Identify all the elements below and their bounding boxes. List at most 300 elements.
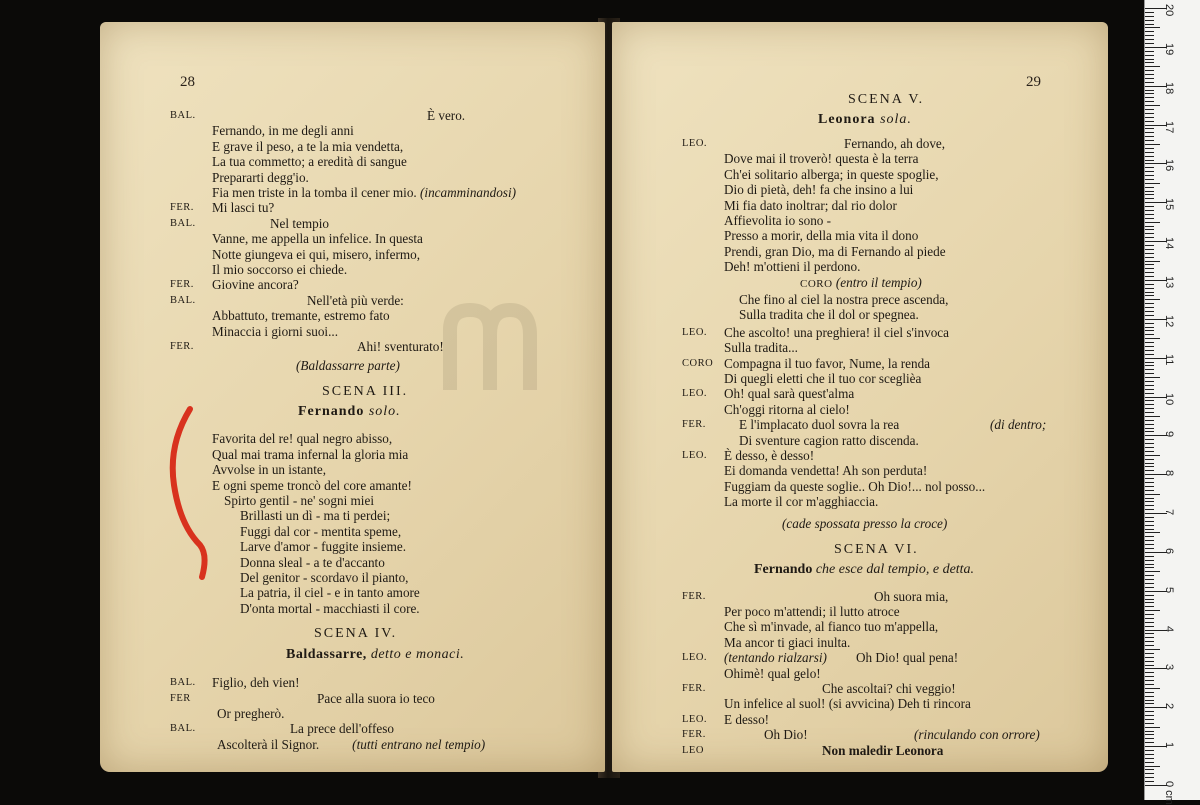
ruler-minor-tick bbox=[1145, 303, 1154, 304]
verse-line: E ogni speme troncò del core amante! bbox=[212, 477, 412, 493]
ruler-minor-tick bbox=[1145, 128, 1154, 129]
ruler-minor-tick bbox=[1145, 373, 1154, 374]
speaker-label: FER. bbox=[170, 202, 194, 214]
ruler-minor-tick bbox=[1145, 62, 1154, 63]
ruler-minor-tick bbox=[1145, 43, 1154, 44]
ruler-minor-tick bbox=[1145, 443, 1154, 444]
ruler-minor-tick bbox=[1145, 521, 1154, 522]
ruler-minor-tick bbox=[1145, 70, 1154, 71]
coro-heading bbox=[800, 275, 922, 292]
ruler-minor-tick bbox=[1145, 517, 1154, 518]
ruler-minor-tick bbox=[1145, 74, 1154, 75]
ruler-minor-tick bbox=[1145, 354, 1154, 355]
ruler-minor-tick bbox=[1145, 268, 1154, 269]
ruler-label: 14 bbox=[1163, 237, 1175, 250]
verse-line: Minaccia i giorni suoi... bbox=[212, 323, 338, 339]
ruler-minor-tick bbox=[1145, 525, 1154, 526]
ruler-minor-tick bbox=[1145, 78, 1154, 79]
verse-line: Pace alla suora io teco bbox=[317, 690, 435, 706]
ruler-minor-tick bbox=[1145, 599, 1154, 600]
ruler-minor-tick bbox=[1145, 214, 1154, 215]
ruler-minor-tick bbox=[1145, 676, 1154, 677]
verse-line: Spirto gentil - ne' sogni miei bbox=[224, 493, 374, 508]
ruler-minor-tick bbox=[1145, 560, 1154, 561]
ruler-minor-tick bbox=[1145, 35, 1154, 36]
ruler-minor-tick bbox=[1145, 777, 1154, 778]
ruler-minor-tick bbox=[1145, 684, 1154, 685]
ruler-minor-tick bbox=[1145, 369, 1154, 370]
ruler-minor-tick bbox=[1145, 362, 1154, 363]
ruler-minor-tick bbox=[1145, 766, 1160, 767]
ruler-minor-tick bbox=[1145, 31, 1154, 32]
verse-line: Nell'età più verde: bbox=[307, 292, 404, 308]
verse-line: La patria, il ciel - e in tanto amore bbox=[240, 585, 420, 601]
verse-line: Che sì m'invade, al fianco tuo m'appella, bbox=[724, 619, 939, 635]
page-number-right: 29 bbox=[1026, 74, 1041, 90]
ruler-label: 6 bbox=[1163, 547, 1175, 555]
verse-line: Vanne, me appella un infelice. In questa bbox=[212, 231, 423, 247]
scene-title: SCENA V. bbox=[848, 92, 925, 107]
ruler-minor-tick bbox=[1145, 494, 1160, 495]
ruler-minor-tick bbox=[1145, 175, 1154, 176]
ruler-minor-tick bbox=[1145, 773, 1154, 774]
verse-line: Oh Dio! bbox=[764, 727, 808, 743]
stage-direction: (cade spossata presso la croce) bbox=[782, 515, 948, 531]
verse-line: Or pregherò. bbox=[217, 706, 285, 721]
character-name: Leonora bbox=[818, 112, 876, 127]
verse-line: Larve d'amor - fuggite insieme. bbox=[240, 539, 407, 555]
verse-line: Fia men triste in la tomba il cener mio. (incamminandosi) bbox=[212, 185, 516, 200]
ruler-minor-tick bbox=[1145, 20, 1154, 21]
ruler-minor-tick bbox=[1145, 97, 1154, 98]
speaker-label: FER. bbox=[170, 341, 194, 352]
ruler-minor-tick bbox=[1145, 424, 1154, 425]
ruler-minor-tick bbox=[1145, 109, 1154, 110]
scene-title: SCENA VI. bbox=[834, 541, 919, 557]
ruler-minor-tick bbox=[1145, 564, 1154, 565]
ruler-minor-tick bbox=[1145, 59, 1154, 60]
ruler-minor-tick bbox=[1145, 342, 1154, 343]
ruler-minor-tick bbox=[1145, 451, 1154, 452]
ruler-minor-tick bbox=[1145, 680, 1154, 681]
ruler-minor-tick bbox=[1145, 509, 1154, 510]
verse-line: E grave il peso, a te la mia vendetta, bbox=[212, 138, 404, 154]
verse-line: Dio di pietà, deh! fa che insino a lui bbox=[724, 182, 914, 198]
verse-line: Del genitor - scordavo il pianto, bbox=[240, 570, 409, 585]
ruler-minor-tick bbox=[1145, 27, 1160, 28]
ruler-minor-tick bbox=[1145, 148, 1154, 149]
verse-line: Fuggiam da queste soglie.. Oh Dio!... nol posso... bbox=[724, 478, 986, 494]
ruler-minor-tick bbox=[1145, 719, 1154, 720]
ruler-minor-tick bbox=[1145, 575, 1154, 576]
verse-line: Brillasti un dì - ma ti perdei; bbox=[240, 508, 391, 524]
ruler-minor-tick bbox=[1145, 334, 1154, 335]
stage-direction: (di dentro; bbox=[990, 417, 1047, 433]
ruler-minor-tick bbox=[1145, 544, 1154, 545]
verse-line: Di sventure cagion ratto discenda. bbox=[739, 432, 919, 448]
stage-direction: detto e monaci. bbox=[366, 647, 465, 663]
speaker-label: LEO. bbox=[682, 388, 708, 400]
ruler-label: 1 bbox=[1163, 742, 1175, 749]
ruler-minor-tick bbox=[1145, 187, 1154, 188]
ruler-minor-tick bbox=[1145, 156, 1154, 157]
scene-title: SCENA III. bbox=[322, 384, 409, 400]
ruler-minor-tick bbox=[1145, 711, 1154, 712]
verse-line: La morte il cor m'agghiaccia. bbox=[724, 494, 879, 510]
ruler-label: 10 bbox=[1163, 392, 1175, 405]
verse-line: Oh! qual sarà quest'alma bbox=[724, 386, 855, 402]
ruler-label: 18 bbox=[1163, 81, 1175, 94]
stage-direction: (tutti entrano nel tempio) bbox=[319, 736, 486, 752]
ruler-minor-tick bbox=[1145, 152, 1154, 153]
ruler-minor-tick bbox=[1145, 532, 1160, 533]
ruler-minor-tick bbox=[1145, 377, 1160, 378]
speaker-label: BAL. bbox=[170, 217, 196, 229]
ruler-minor-tick bbox=[1145, 637, 1154, 638]
ruler-minor-tick bbox=[1145, 723, 1154, 724]
stage-direction: sola. bbox=[875, 112, 912, 127]
verse-line: Il mio soccorso ei chiede. bbox=[212, 262, 348, 277]
scene-subtitle bbox=[298, 404, 401, 420]
ruler-label: 19 bbox=[1163, 42, 1175, 56]
verse-line: Sulla tradita che il dol or spegnea. bbox=[739, 307, 919, 323]
ruler-minor-tick bbox=[1145, 758, 1154, 759]
verse-line: Sulla tradita... bbox=[724, 340, 798, 356]
ruler-minor-tick bbox=[1145, 653, 1154, 654]
ruler-minor-tick bbox=[1145, 618, 1154, 619]
ruler-minor-tick bbox=[1145, 93, 1154, 94]
ruler-minor-tick bbox=[1145, 498, 1154, 499]
verse-line: Che ascoltai? chi veggio! bbox=[822, 681, 956, 696]
stage-direction: (rinculando con orrore) bbox=[914, 727, 1040, 743]
ruler-minor-tick bbox=[1145, 408, 1154, 409]
ruler-minor-tick bbox=[1145, 571, 1160, 572]
ruler-minor-tick bbox=[1145, 482, 1154, 483]
ruler-minor-tick bbox=[1145, 90, 1154, 91]
ruler-minor-tick bbox=[1145, 412, 1154, 413]
ruler-minor-tick bbox=[1145, 490, 1154, 491]
ruler-minor-tick bbox=[1145, 381, 1154, 382]
ruler-minor-tick bbox=[1145, 253, 1154, 254]
ruler-minor-tick bbox=[1145, 113, 1154, 114]
ruler-minor-tick bbox=[1145, 385, 1154, 386]
ruler-minor-tick bbox=[1145, 51, 1154, 52]
speaker-label: BAL. bbox=[170, 723, 196, 735]
verse-line: Prendi, gran Dio, ma di Fernando al piede bbox=[724, 243, 946, 259]
character-name: Baldassarre, bbox=[286, 647, 367, 663]
ruler-minor-tick bbox=[1145, 455, 1160, 456]
ruler-minor-tick bbox=[1145, 614, 1154, 615]
ruler-minor-tick bbox=[1145, 284, 1154, 285]
verse-line: Che fino al ciel la nostra prece ascenda, bbox=[739, 292, 949, 307]
ruler-minor-tick bbox=[1145, 781, 1154, 782]
verse-line: Per poco m'attendi; il lutto atroce bbox=[724, 604, 900, 619]
ruler-minor-tick bbox=[1145, 727, 1160, 728]
scene-subtitle bbox=[754, 562, 974, 578]
ruler-minor-tick bbox=[1145, 292, 1154, 293]
scene-subtitle bbox=[286, 647, 464, 663]
ruler-minor-tick bbox=[1145, 327, 1154, 328]
ruler-minor-tick bbox=[1145, 463, 1154, 464]
ruler-minor-tick bbox=[1145, 350, 1154, 351]
ruler-minor-tick bbox=[1145, 459, 1154, 460]
ruler-minor-tick bbox=[1145, 24, 1154, 25]
ruler-minor-tick bbox=[1145, 288, 1154, 289]
ruler-minor-tick bbox=[1145, 645, 1154, 646]
verse-line: Presso a morir, della mia vita il dono bbox=[724, 228, 919, 244]
measurement-ruler bbox=[1144, 0, 1200, 805]
ruler-minor-tick bbox=[1145, 703, 1154, 704]
stage-direction: (tentando rialzarsi) bbox=[724, 650, 827, 666]
verse-line: Compagna il tuo favor, Nume, la renda bbox=[724, 355, 931, 371]
ruler-minor-tick bbox=[1145, 276, 1154, 277]
verse-line: Ma ancor ti giaci inulta. bbox=[724, 634, 851, 650]
ruler-minor-tick bbox=[1145, 229, 1154, 230]
ruler-minor-tick bbox=[1145, 299, 1160, 300]
ruler-minor-tick bbox=[1145, 400, 1154, 401]
ruler-minor-tick bbox=[1145, 567, 1154, 568]
verse-line: Deh! m'ottieni il perdono. bbox=[724, 259, 861, 275]
ruler-minor-tick bbox=[1145, 769, 1154, 770]
verse-line: Mi lasci tu? bbox=[212, 200, 275, 216]
ruler-minor-tick bbox=[1145, 606, 1154, 607]
verse-line: Donna sleal - a te d'accanto bbox=[240, 554, 385, 570]
ruler-minor-tick bbox=[1145, 692, 1154, 693]
verse-line: Fernando, ah dove, bbox=[844, 136, 946, 151]
verse-line: Ascolterà il Signor. (tutti entrano nel tempio) bbox=[217, 736, 486, 752]
ruler-minor-tick bbox=[1145, 595, 1154, 596]
ruler-minor-tick bbox=[1145, 393, 1154, 394]
verse-line: Che ascolto! una preghiera! il ciel s'invoca bbox=[724, 324, 950, 340]
ruler-minor-tick bbox=[1145, 264, 1154, 265]
ruler-minor-tick bbox=[1145, 237, 1154, 238]
ruler-minor-tick bbox=[1145, 602, 1154, 603]
speaker-label: FER. bbox=[682, 590, 706, 602]
ruler-minor-tick bbox=[1145, 194, 1154, 195]
verse-line: E desso! bbox=[724, 711, 770, 727]
ruler-minor-tick bbox=[1145, 191, 1154, 192]
verse-line: Ch'oggi ritorna al cielo! bbox=[724, 401, 850, 417]
ruler-minor-tick bbox=[1145, 272, 1154, 273]
speaker-label: CORO bbox=[682, 357, 714, 369]
ruler-minor-tick bbox=[1145, 39, 1154, 40]
verse-line: Giovine ancora? bbox=[212, 277, 299, 293]
ruler-minor-tick bbox=[1145, 389, 1154, 390]
ruler-minor-tick bbox=[1145, 307, 1154, 308]
ruler-minor-tick bbox=[1145, 470, 1154, 471]
ruler-minor-tick bbox=[1145, 583, 1154, 584]
ruler-minor-tick bbox=[1145, 556, 1154, 557]
ruler-minor-tick bbox=[1145, 641, 1154, 642]
ruler-minor-tick bbox=[1145, 222, 1160, 223]
watermark-logo bbox=[430, 290, 550, 410]
ruler-label: 3 bbox=[1163, 664, 1175, 671]
ruler-label: 13 bbox=[1163, 275, 1175, 289]
stage-direction: (incamminandosi) bbox=[416, 185, 516, 200]
ruler-minor-tick bbox=[1145, 762, 1154, 763]
speaker-label: FER bbox=[170, 692, 191, 704]
verse-line: Ahi! sventurato! bbox=[357, 339, 444, 354]
ruler-label: 12 bbox=[1163, 314, 1175, 328]
stage-direction: che esce dal tempio, e detta. bbox=[812, 561, 975, 577]
verse-line: Fuggi dal cor - mentita speme, bbox=[240, 523, 402, 539]
verse-line: Ei domanda vendetta! Ah son perduta! bbox=[724, 463, 928, 479]
ruler-minor-tick bbox=[1145, 696, 1154, 697]
ruler-label: 16 bbox=[1163, 159, 1175, 172]
ruler-minor-tick bbox=[1145, 365, 1154, 366]
ruler-minor-tick bbox=[1145, 742, 1154, 743]
verse-line: Avvolse in un istante, bbox=[212, 462, 327, 478]
speaker-label: FER. bbox=[682, 683, 706, 694]
ruler-label: 0 cm bbox=[1163, 781, 1175, 805]
ruler-minor-tick bbox=[1145, 579, 1154, 580]
ruler-minor-tick bbox=[1145, 295, 1154, 296]
verse-line: Affievolita io sono - bbox=[724, 213, 832, 228]
verse-line: È desso, è desso! bbox=[724, 448, 815, 463]
ruler-minor-tick bbox=[1145, 626, 1154, 627]
ruler-minor-tick bbox=[1145, 346, 1154, 347]
ruler-label: 17 bbox=[1163, 120, 1175, 133]
verse-line: Ohimè! qual gelo! bbox=[724, 665, 821, 681]
ruler-minor-tick bbox=[1145, 105, 1160, 106]
stage-direction: solo. bbox=[364, 404, 401, 420]
verse-line: Mi fia dato inoltrar; dal rio dolor bbox=[724, 197, 897, 213]
speaker-label: CORO bbox=[800, 277, 833, 290]
ruler-minor-tick bbox=[1145, 529, 1154, 530]
verse-line: D'onta mortal - macchiasti il core. bbox=[240, 600, 420, 616]
verse-line: Ch'ei solitario alberga; in queste spoglie, bbox=[724, 166, 939, 182]
ruler-minor-tick bbox=[1145, 198, 1154, 199]
ruler-minor-tick bbox=[1145, 210, 1154, 211]
ruler-label: 9 bbox=[1163, 431, 1175, 438]
ruler-minor-tick bbox=[1145, 431, 1154, 432]
verse-line: Di quegli eletti che il tuo cor sceglièa bbox=[724, 371, 922, 386]
ruler-minor-tick bbox=[1145, 734, 1154, 735]
verse-line: Fernando, in me degli anni bbox=[212, 123, 354, 139]
ruler-minor-tick bbox=[1145, 540, 1154, 541]
ruler-minor-tick bbox=[1145, 478, 1154, 479]
ruler-minor-tick bbox=[1145, 700, 1154, 701]
ruler-minor-tick bbox=[1145, 416, 1160, 417]
ruler-minor-tick bbox=[1145, 315, 1154, 316]
ruler-minor-tick bbox=[1145, 132, 1154, 133]
verse-line: Nel tempio bbox=[270, 215, 329, 231]
verse-line: Notte giungeva ei qui, misero, infermo, bbox=[212, 246, 421, 262]
ruler-minor-tick bbox=[1145, 536, 1154, 537]
ruler-minor-tick bbox=[1145, 649, 1160, 650]
speaker-label: BAL. bbox=[170, 294, 196, 306]
scene-title: SCENA IV. bbox=[314, 626, 398, 642]
verse-line: E l'implacato duol sovra la rea bbox=[739, 417, 900, 433]
verse-line: Dove mai il troverò! questa è la terra bbox=[724, 151, 919, 167]
speaker-label: LEO. bbox=[682, 138, 708, 149]
verse-line: Qual mai trama infernal la gloria mia bbox=[212, 446, 409, 462]
ruler-minor-tick bbox=[1145, 311, 1154, 312]
verse-line: Figlio, deh vien! bbox=[212, 675, 300, 691]
speaker-label: LEO. bbox=[682, 713, 708, 725]
ruler-minor-tick bbox=[1145, 117, 1154, 118]
verse-line bbox=[724, 650, 827, 665]
speaker-label: LEO. bbox=[682, 652, 708, 664]
ruler-minor-tick bbox=[1145, 661, 1154, 662]
verse-line: Non maledir Leonora bbox=[822, 742, 944, 758]
ruler-minor-tick bbox=[1145, 16, 1154, 17]
ruler-minor-tick bbox=[1145, 330, 1154, 331]
ruler-minor-tick bbox=[1145, 672, 1154, 673]
ruler-minor-tick bbox=[1145, 249, 1154, 250]
character-name: Fernando bbox=[298, 404, 365, 420]
ruler-minor-tick bbox=[1145, 179, 1154, 180]
ruler-minor-tick bbox=[1145, 622, 1154, 623]
ruler-minor-tick bbox=[1145, 738, 1154, 739]
ruler-minor-tick bbox=[1145, 323, 1154, 324]
ruler-label: 7 bbox=[1163, 509, 1175, 516]
ruler-minor-tick bbox=[1145, 501, 1154, 502]
verse-line: La tua commetto; a eredità di sangue bbox=[212, 154, 407, 170]
ruler-minor-tick bbox=[1145, 754, 1154, 755]
ruler-minor-tick bbox=[1145, 82, 1154, 83]
ruler-minor-tick bbox=[1145, 633, 1154, 634]
ruler-minor-tick bbox=[1145, 404, 1154, 405]
scene-subtitle bbox=[818, 112, 912, 128]
ruler-minor-tick bbox=[1145, 505, 1154, 506]
ruler-minor-tick bbox=[1145, 587, 1154, 588]
verse-line: Un infelice al suol! (si avvicina) Deh ti rincora bbox=[724, 696, 971, 712]
stage-direction: (Baldassarre parte) bbox=[296, 358, 400, 374]
ruler-minor-tick bbox=[1145, 183, 1160, 184]
ruler-minor-tick bbox=[1145, 428, 1154, 429]
speaker-label: FER. bbox=[170, 279, 194, 291]
speaker-label: LEO. bbox=[682, 450, 708, 461]
ruler-minor-tick bbox=[1145, 447, 1154, 448]
speaker-label: FER. bbox=[682, 419, 706, 431]
page-number-left: 28 bbox=[180, 74, 195, 90]
ruler-minor-tick bbox=[1145, 688, 1160, 689]
ruler-label: 11 bbox=[1163, 353, 1175, 366]
right-page bbox=[612, 22, 1108, 772]
ruler-label: 5 bbox=[1163, 586, 1175, 593]
ruler-minor-tick bbox=[1145, 261, 1160, 262]
ruler-label: 4 bbox=[1163, 625, 1175, 632]
ruler-minor-tick bbox=[1145, 233, 1154, 234]
red-pencil-mark bbox=[162, 405, 212, 585]
ruler-label: 2 bbox=[1163, 703, 1175, 710]
stage-direction: (entro il tempio) bbox=[832, 274, 922, 290]
speaker-label: BAL. bbox=[170, 110, 196, 121]
ruler-minor-tick bbox=[1145, 257, 1154, 258]
ruler-minor-tick bbox=[1145, 171, 1154, 172]
ruler-minor-tick bbox=[1145, 665, 1154, 666]
ruler-minor-tick bbox=[1145, 657, 1154, 658]
ruler-minor-tick bbox=[1145, 731, 1154, 732]
ruler-minor-tick bbox=[1145, 548, 1154, 549]
ruler-minor-tick bbox=[1145, 206, 1154, 207]
ruler-minor-tick bbox=[1145, 140, 1154, 141]
ruler-minor-tick bbox=[1145, 167, 1154, 168]
ruler-minor-tick bbox=[1145, 160, 1154, 161]
ruler-minor-tick bbox=[1145, 121, 1154, 122]
verse-line: Oh suora mia, bbox=[874, 588, 949, 604]
verse-line: Abbattuto, tremante, estremo fato bbox=[212, 308, 390, 324]
ruler-minor-tick bbox=[1145, 218, 1154, 219]
ruler-minor-tick bbox=[1145, 715, 1154, 716]
verse-line: La prece dell'offeso bbox=[290, 721, 394, 737]
speaker-label: BAL. bbox=[170, 677, 196, 689]
ruler-minor-tick bbox=[1145, 245, 1154, 246]
ruler-minor-tick bbox=[1145, 439, 1154, 440]
ruler-minor-tick bbox=[1145, 610, 1160, 611]
ruler-minor-tick bbox=[1145, 226, 1154, 227]
